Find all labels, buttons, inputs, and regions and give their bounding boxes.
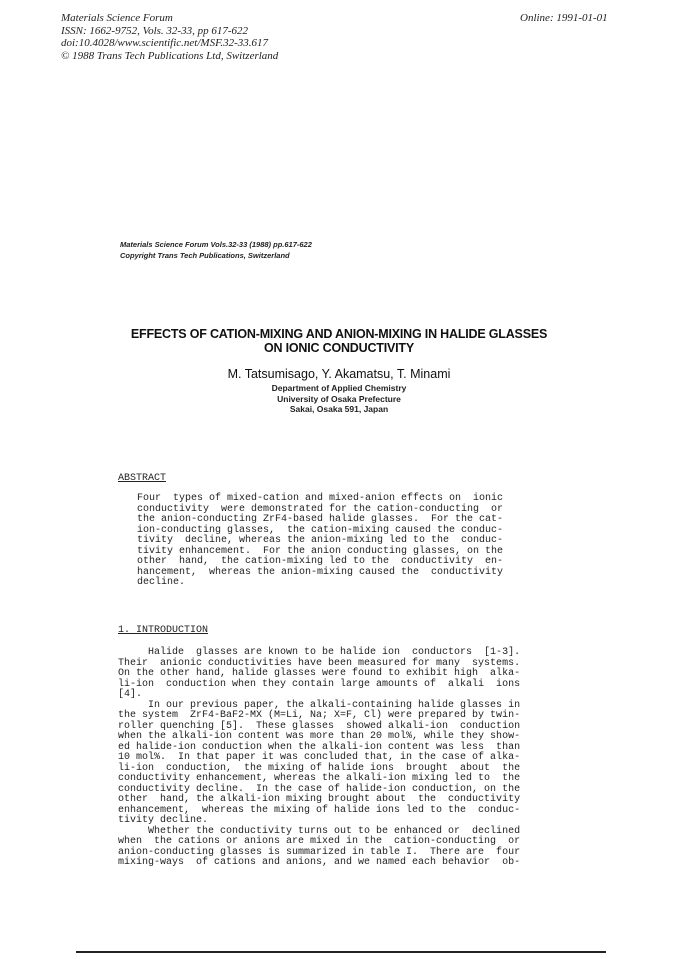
intro-line: ed halide-ion conduction when the alkali-ion content was less than [118, 741, 521, 753]
authors: M. Tatsumisago, Y. Akamatsu, T. Minami [227, 367, 451, 381]
abstract-line: decline. [137, 577, 186, 588]
citation-line-1: Materials Science Forum Vols.32-33 (1988) pp.617-622 [120, 240, 312, 249]
abstract-body [137, 494, 503, 589]
affiliation-university: University of Osaka Prefecture [277, 393, 401, 404]
intro-line: In our previous paper, the alkali-containing halide glasses in [118, 699, 521, 711]
intro-line: 10 mol%. In that paper it was concluded that, in the case of alka- [118, 752, 521, 763]
intro-line: [4]. [118, 689, 143, 700]
intro-line: Halide glasses are known to be halide ion conductors [1-3]. [118, 647, 521, 658]
affiliation [100, 383, 578, 415]
intro-line: enhancement, whereas the mixing of halide ions led to the conduc- [118, 804, 521, 816]
intro-line: tivity decline. [118, 815, 209, 826]
intro-line: other hand, the alkali-ion mixing brought about the conductivity [118, 794, 521, 805]
journal-name: Materials Science Forum [61, 12, 173, 24]
abstract-line: Four types of mixed-cation and mixed-anion effects on ionic [137, 493, 504, 504]
intro-line: roller quenching [5]. These glasses showed alkali-ion conduction [118, 720, 521, 732]
inner-citation [120, 239, 312, 261]
intro-line: li-ion conduction when they contain large amounts of alkali ions [118, 678, 521, 690]
abstract-line: hancement, whereas the anion-mixing caused the conductivity [137, 566, 504, 578]
intro-line: conductivity decline. In the case of halide-ion conduction, on the [118, 783, 521, 795]
intro-line: mixing-ways of cations and anions, and we named each behavior ob- [118, 857, 521, 868]
intro-line: anion-conducting glasses is summarized in table I. There are four [118, 846, 521, 858]
online-date: Online: 1991-01-01 [520, 12, 608, 24]
copyright-line: © 1988 Trans Tech Publications Ltd, Switzerland [61, 49, 279, 62]
journal-header [61, 12, 278, 62]
abstract-line: tivity enhancement. For the anion conducting glasses, on the [137, 545, 504, 557]
abstract-heading: ABSTRACT [118, 473, 167, 484]
intro-line: when the cations or anions are mixed in the cation-conducting or [118, 836, 521, 847]
intro-line: li-ion conduction, the mixing of halide ions brought about the [118, 762, 521, 774]
introduction-body [118, 648, 520, 869]
footer-rule [76, 951, 606, 953]
affiliation-department: Department of Applied Chemistry [271, 383, 407, 393]
abstract-line: other hand, the cation-mixing led to the conductivity en- [137, 556, 504, 567]
intro-line: the system ZrF4-BaF2-MX (M=Li, Na; X=F, Cl) were prepared by twin- [118, 710, 521, 721]
citation-line-2: Copyright Trans Tech Publications, Switzerland [120, 251, 290, 260]
abstract-line: conductivity were demonstrated for the cation-conducting or [137, 503, 504, 515]
abstract-line: tivity decline, whereas the anion-mixing led to the conduc- [137, 535, 504, 546]
abstract-line: the anion-conducting ZrF4-based halide glasses. For the cat- [137, 514, 504, 525]
doi-line[interactable]: doi:10.4028/www.scientific.net/MSF.32-33.617 [61, 37, 269, 49]
title-line-1: EFFECTS OF CATION-MIXING AND ANION-MIXING IN HALIDE GLASSES [130, 327, 548, 341]
title-line-2: ON IONIC CONDUCTIVITY [264, 341, 414, 355]
intro-line: On the other hand, halide glasses were found to exhibit high alka- [118, 668, 521, 679]
affiliation-address: Sakai, Osaka 591, Japan [289, 404, 389, 414]
intro-line: when the alkali-ion content was more than 20 mol%, while they show- [118, 731, 521, 742]
intro-line: Whether the conductivity turns out to be enhanced or declined [118, 825, 521, 837]
introduction-heading: 1. INTRODUCTION [118, 625, 209, 636]
abstract-line: ion-conducting glasses, the cation-mixing caused the conduc- [137, 524, 504, 536]
intro-line: Their anionic conductivities have been measured for many systems. [118, 657, 521, 669]
intro-line: conductivity enhancement, whereas the alkali-ion mixing led to the [118, 773, 521, 784]
issn-line: ISSN: 1662-9752, Vols. 32-33, pp 617-622 [61, 24, 248, 37]
paper-title [100, 327, 578, 355]
